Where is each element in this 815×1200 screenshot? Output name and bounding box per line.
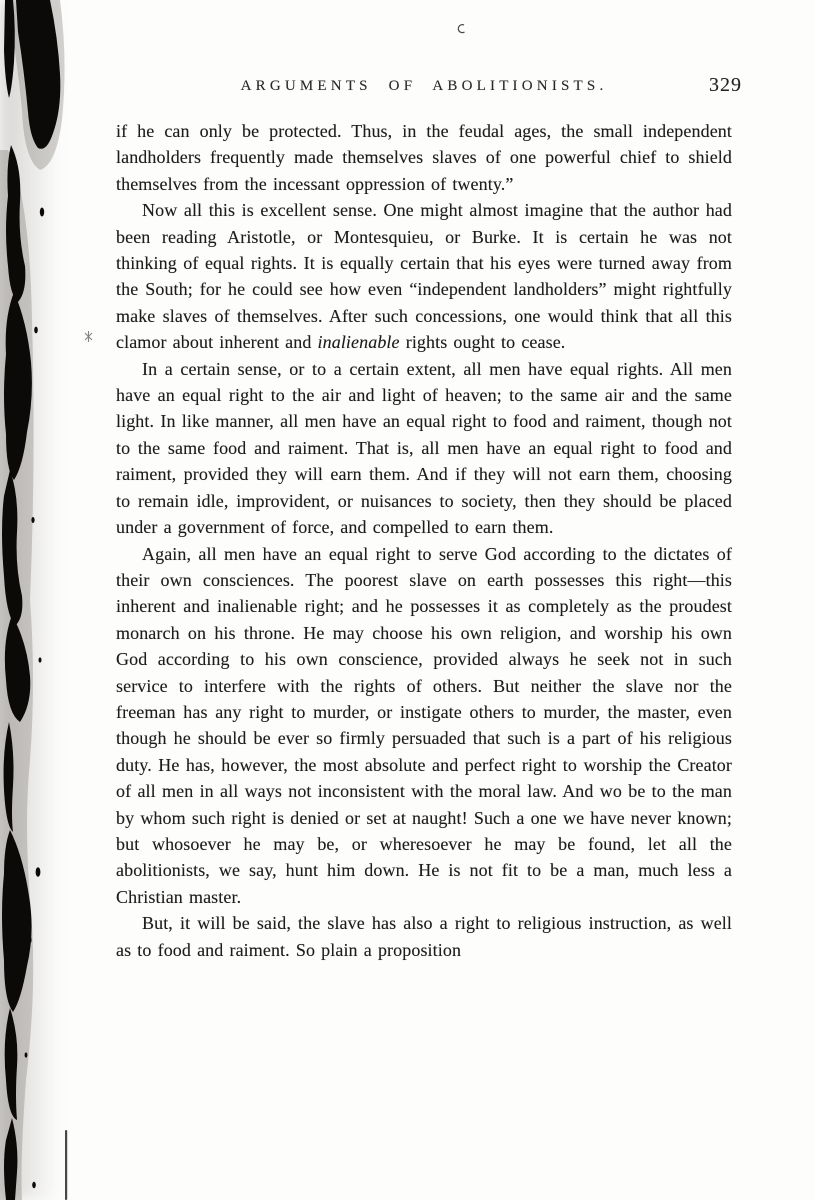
paragraph-continuation: if he can only be protected. Thus, in the feudal ages, the small independent landholders frequently made themselves slaves of one powerful chief to shield themselves from the incessant oppression of twenty.”	[116, 121, 732, 194]
paragraph	[116, 197, 732, 355]
page-content	[116, 74, 742, 963]
body-text-block	[116, 118, 732, 963]
running-header-title: ARGUMENTS OF ABOLITIONISTS.	[240, 78, 608, 94]
paragraph: In a certain sense, or to a certain extent, all men have equal rights. All men have an equal right to the air and light of heaven; to the same air and the same light. In like manner, all men have an equal right to food and raiment, though not to the same food and raiment. That is, all men have an equal right to food and raiment, provided they will earn them. And if they will not earn them, choosing to remain idle, improvident, or nuisances to society, then they should be placed under a government of force, and compelled to earn them.	[116, 358, 732, 538]
scan-gutter-ink-artifact	[0, 0, 100, 1200]
scan-gutter-smudge	[0, 0, 80, 1200]
paragraph-text: rights ought to cease.	[399, 332, 566, 353]
paragraph: But, it will be said, the slave has also a right to religious instruction, as well as to food and raiment. So plain a proposition	[116, 913, 732, 960]
italic-word: inalienable	[317, 332, 400, 353]
page-header	[116, 74, 742, 118]
page-number: 329	[709, 74, 742, 96]
paragraph: Again, all men have an equal right to serve God according to the dictates of their own consciences. The poorest slave on earth possesses this right—this inherent and inalienable right; and he possesses it as completely as the proudest monarch on his throne. He may choose his own religion, and worship his own God according to his own conscience, provided always he seek not in such service to interfere with the rights of others. But neither the slave nor the freeman has any right to murder, or instigate others to murder, the master, even though he should be ever so firmly persuaded that such is a part of his religious duty. He has, however, the most absolute and perfect right to worship the Creator of all men in all ways not inconsistent with the moral law. And wo be to the man by whom such right is denied or set at naught! Such a one we have never known; but whosoever he may be, or wheresoever he may be found, let all the abolitionists, we say, hunt him down. He is not fit to be a man, much less a Christian master.	[116, 543, 732, 907]
scan-fleck-mark	[456, 22, 468, 36]
paragraph-text: Now all this is excellent sense. One might almost imagine that the author had been reading Aristotle, or Montesquieu, or Burke. It is certain he was not thinking of equal rights. It is equally certain that his eyes were turned away from the South; for he could see how even “independent landholders” might rightfully make slaves of themselves. After such concessions, one would think that all this clamor about inherent and	[116, 200, 732, 353]
